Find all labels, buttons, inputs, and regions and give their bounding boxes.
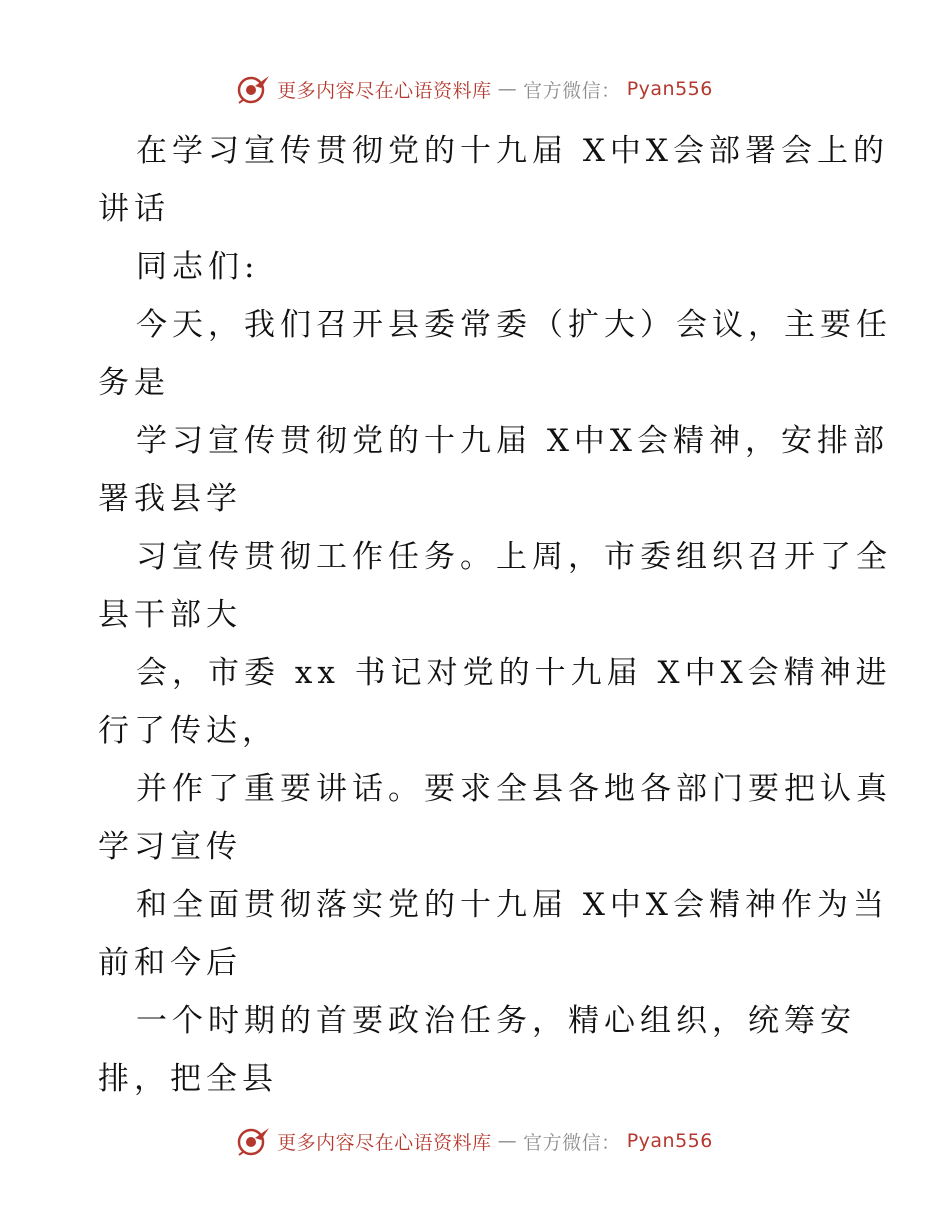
doc-line: 学习宣传贯彻党的十九届 X中X会精神，安排部 — [136, 423, 889, 459]
watermark-slogan: 更多内容尽在心语资料库 — [277, 1131, 492, 1154]
quill-logo-icon — [237, 1126, 271, 1156]
doc-line: 署我县学 — [98, 481, 242, 517]
header-watermark — [0, 74, 950, 104]
watermark-wechat-id: Pyan556 — [626, 78, 713, 100]
doc-line: 同志们: — [136, 249, 260, 285]
doc-line: 讲话 — [98, 191, 170, 227]
watermark-dash: — — [497, 1130, 518, 1152]
watermark-dash: — — [497, 78, 518, 100]
doc-line: 和全面贯彻落实党的十九届 X中X会精神作为当 — [136, 887, 889, 923]
watermark-official-label: 官方微信： — [523, 1131, 621, 1154]
doc-line: 在学习宣传贯彻党的十九届 X中X会部署会上的 — [136, 133, 889, 169]
doc-line: 并作了重要讲话。要求全县各地各部门要把认真 — [136, 771, 892, 807]
watermark-official-label: 官方微信： — [523, 79, 621, 102]
doc-line: 行了传达， — [98, 713, 278, 749]
watermark-slogan: 更多内容尽在心语资料库 — [277, 79, 492, 102]
document-body — [98, 122, 892, 1108]
footer-watermark — [0, 1126, 950, 1156]
doc-line: 会，市委 xx 书记对党的十九届 X中X会精神进 — [136, 655, 892, 691]
doc-line: 一个时期的首要政治任务，精心组织，统筹安 — [136, 1003, 856, 1039]
doc-line: 县干部大 — [98, 597, 242, 633]
doc-line: 今天，我们召开县委常委（扩大）会议，主要任 — [136, 307, 892, 343]
doc-line: 排，把全县 — [98, 1061, 278, 1097]
doc-line: 前和今后 — [98, 945, 242, 981]
watermark-wechat-id: Pyan556 — [626, 1130, 713, 1152]
doc-line: 习宣传贯彻工作任务。上周，市委组织召开了全 — [136, 539, 892, 575]
quill-logo-icon — [237, 74, 271, 104]
doc-line: 学习宣传 — [98, 829, 242, 865]
doc-line: 务是 — [98, 365, 170, 401]
